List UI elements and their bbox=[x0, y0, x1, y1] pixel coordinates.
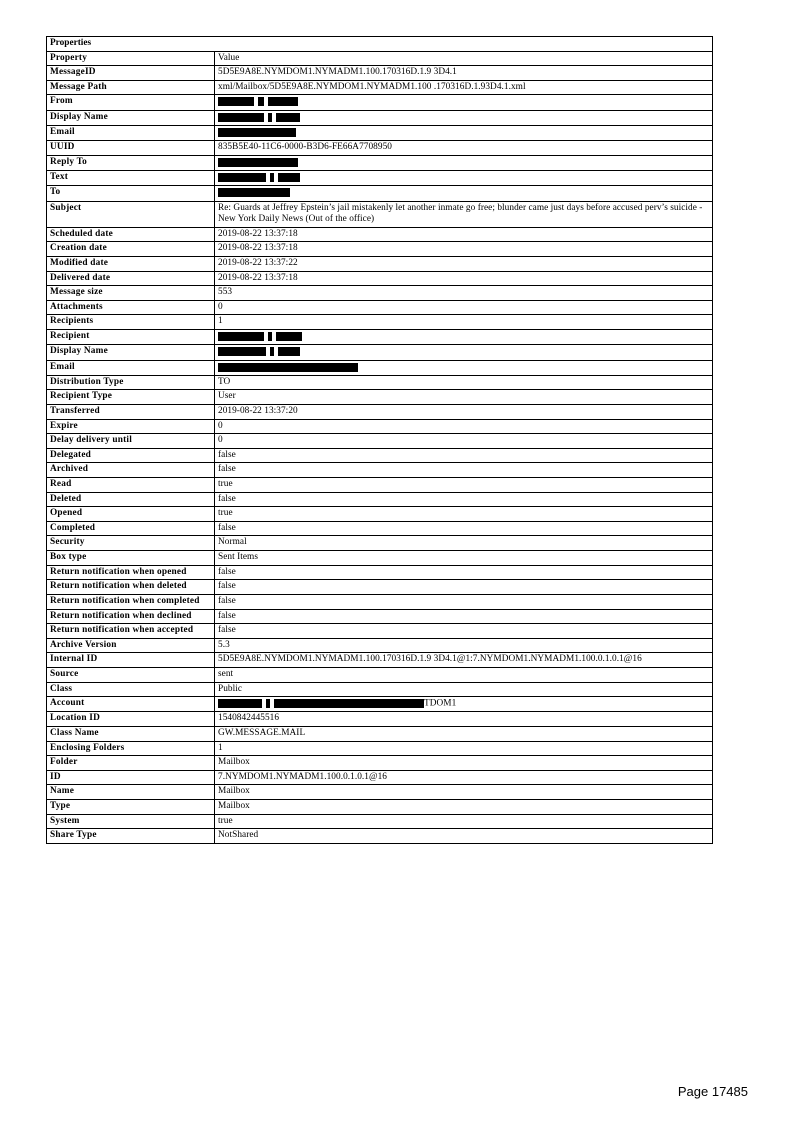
property-label: To bbox=[47, 186, 215, 201]
table-row bbox=[47, 551, 713, 566]
property-value bbox=[215, 345, 713, 360]
property-value: 2019-08-22 13:37:22 bbox=[215, 256, 713, 271]
property-label: MessageID bbox=[47, 66, 215, 81]
property-label: Share Type bbox=[47, 829, 215, 844]
properties-table-body bbox=[47, 37, 713, 844]
property-label: Transferred bbox=[47, 405, 215, 420]
property-label: Text bbox=[47, 171, 215, 186]
property-label: Recipient Type bbox=[47, 390, 215, 405]
property-label: Return notification when accepted bbox=[47, 624, 215, 639]
table-row bbox=[47, 242, 713, 257]
property-label: Class Name bbox=[47, 727, 215, 742]
property-label: Delivered date bbox=[47, 271, 215, 286]
table-row bbox=[47, 271, 713, 286]
property-value-text: TDOM1 bbox=[424, 698, 457, 709]
property-value: false bbox=[215, 492, 713, 507]
property-value: Mailbox bbox=[215, 800, 713, 815]
table-row bbox=[47, 770, 713, 785]
table-row bbox=[47, 345, 713, 360]
property-label: Completed bbox=[47, 521, 215, 536]
property-label: Delegated bbox=[47, 448, 215, 463]
property-label: Subject bbox=[47, 201, 215, 227]
property-value: Sent Items bbox=[215, 551, 713, 566]
table-row bbox=[47, 638, 713, 653]
table-row bbox=[47, 594, 713, 609]
property-label: Email bbox=[47, 360, 215, 375]
property-value: xml/Mailbox/5D5E9A8E.NYMDOM1.NYMADM1.100 .170316D.1.93D4.1.xml bbox=[215, 80, 713, 95]
redaction-bar bbox=[218, 699, 262, 708]
property-value bbox=[215, 360, 713, 375]
redaction-bar bbox=[218, 188, 290, 197]
property-value bbox=[215, 186, 713, 201]
property-label: Source bbox=[47, 667, 215, 682]
redaction-bar bbox=[274, 699, 424, 708]
table-row bbox=[47, 95, 713, 110]
property-label: Internal ID bbox=[47, 653, 215, 668]
property-value: Public bbox=[215, 682, 713, 697]
redaction-bar bbox=[218, 363, 358, 372]
property-label: Folder bbox=[47, 756, 215, 771]
property-value: TO bbox=[215, 375, 713, 390]
property-label: Return notification when deleted bbox=[47, 580, 215, 595]
redaction-bar bbox=[218, 158, 298, 167]
property-value: 2019-08-22 13:37:18 bbox=[215, 227, 713, 242]
table-row bbox=[47, 66, 713, 81]
property-label: Email bbox=[47, 125, 215, 140]
table-column-header-row bbox=[47, 51, 713, 66]
property-label: Name bbox=[47, 785, 215, 800]
property-label: Message size bbox=[47, 286, 215, 301]
table-row bbox=[47, 624, 713, 639]
table-row bbox=[47, 565, 713, 580]
property-value: false bbox=[215, 624, 713, 639]
column-header-value: Value bbox=[215, 51, 713, 66]
table-row bbox=[47, 756, 713, 771]
property-value: 5D5E9A8E.NYMDOM1.NYMADM1.100.170316D.1.9 3D4.1 bbox=[215, 66, 713, 81]
table-row bbox=[47, 330, 713, 345]
table-row bbox=[47, 507, 713, 522]
property-label: Display Name bbox=[47, 345, 215, 360]
table-row bbox=[47, 463, 713, 478]
property-label: Class bbox=[47, 682, 215, 697]
table-row bbox=[47, 521, 713, 536]
table-row bbox=[47, 727, 713, 742]
table-row bbox=[47, 125, 713, 140]
property-label: Deleted bbox=[47, 492, 215, 507]
table-row bbox=[47, 360, 713, 375]
property-value: Normal bbox=[215, 536, 713, 551]
section-title: Properties bbox=[47, 37, 713, 52]
table-row bbox=[47, 667, 713, 682]
property-label: System bbox=[47, 814, 215, 829]
property-value: sent bbox=[215, 667, 713, 682]
table-row bbox=[47, 478, 713, 493]
table-row bbox=[47, 375, 713, 390]
redaction-bar bbox=[218, 347, 266, 356]
property-value: false bbox=[215, 463, 713, 478]
property-label: Recipient bbox=[47, 330, 215, 345]
property-label: Read bbox=[47, 478, 215, 493]
property-value: 2019-08-22 13:37:20 bbox=[215, 405, 713, 420]
table-row bbox=[47, 448, 713, 463]
property-value: true bbox=[215, 478, 713, 493]
property-value: Re: Guards at Jeffrey Epstein’s jail mistakenly let another inmate go free; blunder came just days before accused perv’s suicide - New York Daily News (Out of the office) bbox=[215, 201, 713, 227]
property-label: ID bbox=[47, 770, 215, 785]
property-value bbox=[215, 155, 713, 170]
property-label: Delay delivery until bbox=[47, 434, 215, 449]
property-value: false bbox=[215, 580, 713, 595]
property-value: 2019-08-22 13:37:18 bbox=[215, 242, 713, 257]
property-label: Distribution Type bbox=[47, 375, 215, 390]
property-value bbox=[215, 110, 713, 125]
property-value: true bbox=[215, 814, 713, 829]
property-label: Account bbox=[47, 697, 215, 712]
redaction-bar bbox=[276, 113, 300, 122]
page-footer: Page 17485 bbox=[677, 1084, 748, 1099]
table-row bbox=[47, 141, 713, 156]
property-value: false bbox=[215, 594, 713, 609]
table-row bbox=[47, 155, 713, 170]
property-label: Box type bbox=[47, 551, 215, 566]
table-row bbox=[47, 814, 713, 829]
table-row bbox=[47, 201, 713, 227]
table-row bbox=[47, 536, 713, 551]
property-value: Mailbox bbox=[215, 756, 713, 771]
property-value: 5.3 bbox=[215, 638, 713, 653]
property-label: From bbox=[47, 95, 215, 110]
property-label: UUID bbox=[47, 141, 215, 156]
property-value: GW.MESSAGE.MAIL bbox=[215, 727, 713, 742]
table-row bbox=[47, 434, 713, 449]
table-row bbox=[47, 171, 713, 186]
table-row bbox=[47, 609, 713, 624]
property-value: 5D5E9A8E.NYMDOM1.NYMADM1.100.170316D.1.9 3D4.1@1:7.NYMDOM1.NYMADM1.100.0.1.0.1@16 bbox=[215, 653, 713, 668]
table-row bbox=[47, 697, 713, 712]
redaction-bar bbox=[268, 97, 298, 106]
property-value: false bbox=[215, 521, 713, 536]
property-label: Return notification when declined bbox=[47, 609, 215, 624]
property-value bbox=[215, 171, 713, 186]
table-row bbox=[47, 405, 713, 420]
property-value: 0 bbox=[215, 434, 713, 449]
table-row bbox=[47, 390, 713, 405]
property-value: 1 bbox=[215, 315, 713, 330]
redaction-bar bbox=[218, 332, 264, 341]
property-value: 0 bbox=[215, 300, 713, 315]
column-header-property: Property bbox=[47, 51, 215, 66]
table-row bbox=[47, 300, 713, 315]
redaction-bar bbox=[218, 113, 264, 122]
property-label: Archived bbox=[47, 463, 215, 478]
property-label: Recipients bbox=[47, 315, 215, 330]
property-value: false bbox=[215, 609, 713, 624]
table-row bbox=[47, 227, 713, 242]
property-label: Archive Version bbox=[47, 638, 215, 653]
property-value: 2019-08-22 13:37:18 bbox=[215, 271, 713, 286]
table-row bbox=[47, 419, 713, 434]
property-value bbox=[215, 95, 713, 110]
property-label: Return notification when completed bbox=[47, 594, 215, 609]
property-value: 1 bbox=[215, 741, 713, 756]
property-label: Enclosing Folders bbox=[47, 741, 215, 756]
table-row bbox=[47, 315, 713, 330]
property-label: Scheduled date bbox=[47, 227, 215, 242]
table-row bbox=[47, 580, 713, 595]
property-value: Mailbox bbox=[215, 785, 713, 800]
table-row bbox=[47, 286, 713, 301]
table-section-header-row bbox=[47, 37, 713, 52]
property-value: 7.NYMDOM1.NYMADM1.100.0.1.0.1@16 bbox=[215, 770, 713, 785]
table-row bbox=[47, 682, 713, 697]
property-label: Location ID bbox=[47, 712, 215, 727]
redaction-bar bbox=[278, 173, 300, 182]
table-row bbox=[47, 741, 713, 756]
property-value: false bbox=[215, 565, 713, 580]
table-row bbox=[47, 80, 713, 95]
property-label: Attachments bbox=[47, 300, 215, 315]
redaction-bar bbox=[218, 97, 254, 106]
property-label: Creation date bbox=[47, 242, 215, 257]
table-row bbox=[47, 110, 713, 125]
table-row bbox=[47, 256, 713, 271]
property-value bbox=[215, 330, 713, 345]
property-label: Display Name bbox=[47, 110, 215, 125]
property-value: User bbox=[215, 390, 713, 405]
table-row bbox=[47, 186, 713, 201]
property-label: Opened bbox=[47, 507, 215, 522]
redaction-bar bbox=[276, 332, 302, 341]
property-value: true bbox=[215, 507, 713, 522]
property-label: Security bbox=[47, 536, 215, 551]
property-label: Type bbox=[47, 800, 215, 815]
properties-table bbox=[46, 36, 713, 844]
table-row bbox=[47, 492, 713, 507]
redaction-bar bbox=[218, 173, 266, 182]
property-label: Reply To bbox=[47, 155, 215, 170]
property-value: 835B5E40-11C6-0000-B3D6-FE66A7708950 bbox=[215, 141, 713, 156]
redaction-bar bbox=[278, 347, 300, 356]
property-label: Expire bbox=[47, 419, 215, 434]
property-value: 0 bbox=[215, 419, 713, 434]
redaction-bar bbox=[218, 128, 296, 137]
property-label: Modified date bbox=[47, 256, 215, 271]
property-value: 1540842445516 bbox=[215, 712, 713, 727]
property-label: Message Path bbox=[47, 80, 215, 95]
property-label: Return notification when opened bbox=[47, 565, 215, 580]
property-value: 553 bbox=[215, 286, 713, 301]
property-value: false bbox=[215, 448, 713, 463]
table-row bbox=[47, 653, 713, 668]
table-row bbox=[47, 712, 713, 727]
property-value: NotShared bbox=[215, 829, 713, 844]
table-row bbox=[47, 785, 713, 800]
table-row bbox=[47, 800, 713, 815]
property-value bbox=[215, 125, 713, 140]
property-value bbox=[215, 697, 713, 712]
table-row bbox=[47, 829, 713, 844]
